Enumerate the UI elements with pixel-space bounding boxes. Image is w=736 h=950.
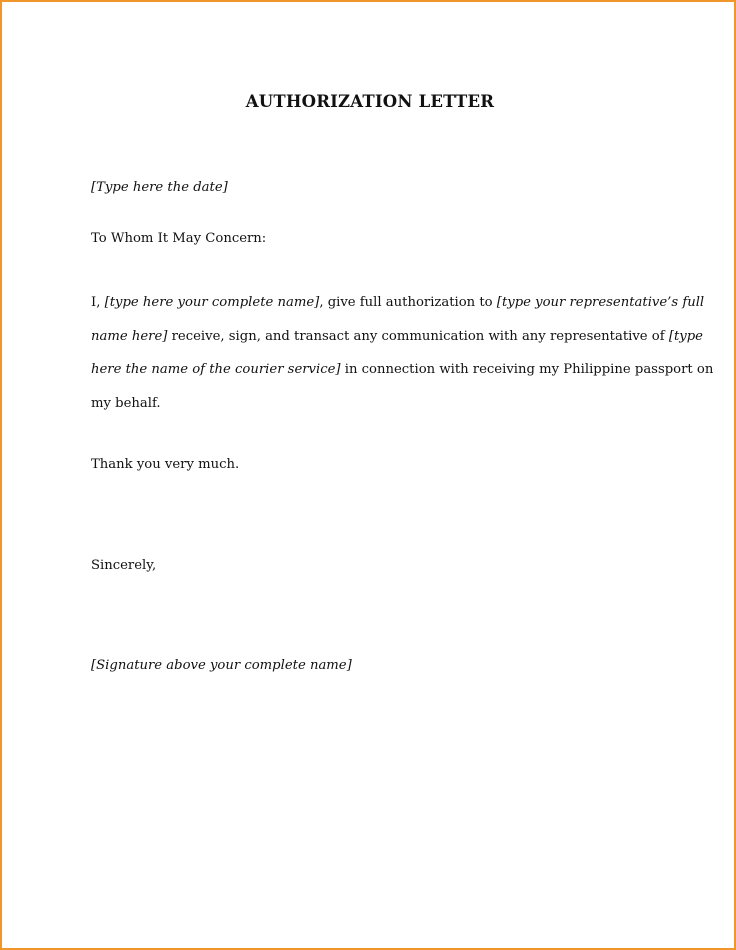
courier-placeholder: [type <box>668 328 703 344</box>
body-text: , give full authorization to <box>319 295 497 310</box>
closing-line: Sincerely, <box>91 558 157 573</box>
body-line-4: my behalf. <box>91 396 161 412</box>
letter-body <box>91 286 714 421</box>
body-text: in connection with receiving my Philippine passport on <box>340 362 714 378</box>
body-line-3 <box>91 353 714 387</box>
courier-placeholder: here the name of the courier service] <box>91 362 341 378</box>
name-placeholder: [type here your complete name] <box>104 295 320 310</box>
body-text: I, <box>91 295 105 310</box>
date-placeholder-text: [Type here the date] <box>91 180 228 195</box>
salutation: To Whom It May Concern: <box>91 231 267 246</box>
body-line-1 <box>91 286 705 320</box>
signature-placeholder <box>91 658 352 673</box>
representative-placeholder: [type your representative’s full <box>496 295 705 310</box>
thanks-line: Thank you very much. <box>91 457 240 472</box>
signature-placeholder-text: [Signature above your complete name] <box>91 658 352 673</box>
letter-title: AUTHORIZATION LETTER <box>245 92 495 111</box>
body-line-2 <box>91 320 703 354</box>
date-placeholder <box>91 180 228 195</box>
representative-placeholder: name here] <box>91 328 168 344</box>
body-text: receive, sign, and transact any communication with any representative of <box>167 328 669 344</box>
